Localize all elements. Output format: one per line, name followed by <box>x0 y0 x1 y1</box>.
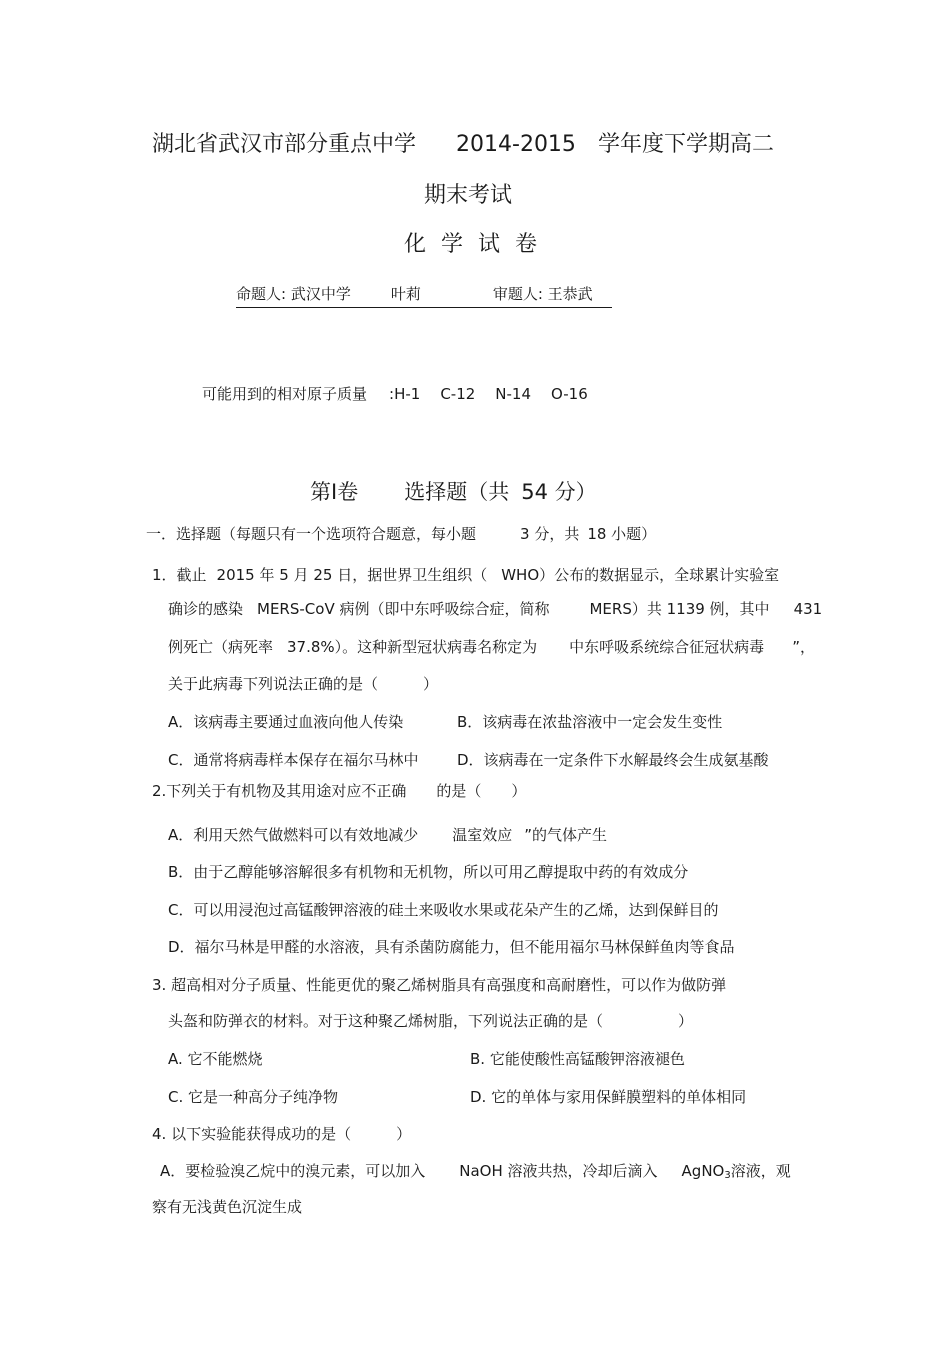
q4-stem: 4. 以下实验能获得成功的是（ ） <box>152 1125 412 1143</box>
atomic-mass-c: C-12 <box>440 385 476 403</box>
atomic-masses <box>202 384 588 404</box>
instructions-count: 18 小题） <box>587 525 657 543</box>
q1-option-b: B．该病毒在浓盐溶液中一定会发生变性 <box>457 713 723 731</box>
q3-option-a: A. 它不能燃烧 <box>168 1050 263 1068</box>
q1-line2 <box>168 599 822 619</box>
section-heading <box>310 478 597 506</box>
exam-title-line1 <box>152 130 774 160</box>
q1-line4: 关于此病毒下列说法正确的是（ ） <box>168 675 439 693</box>
q4-option-a-part4: 溶液，观 <box>730 1162 791 1180</box>
q1-option-c: C．通常将病毒样本保存在福尔马林中 <box>168 751 419 769</box>
q1-option-a: A．该病毒主要通过血液向他人传染 <box>168 713 404 731</box>
title-part2: 学年度下学期高二 <box>597 132 774 157</box>
section-name: 选择题（共 <box>404 480 510 504</box>
q4-option-a-part3: AgNO <box>681 1162 725 1180</box>
title-year: 2014-2015 <box>456 132 576 157</box>
atomic-mass-o: O-16 <box>551 385 588 403</box>
q3-line2: 头盔和防弹衣的材料。对于这种聚乙烯树脂，下列说法正确的是（ ） <box>168 1012 694 1030</box>
q1-line1 <box>152 565 779 585</box>
atomic-mass-n: N-14 <box>495 385 532 403</box>
q1-l1a: 1．截止 <box>152 566 207 584</box>
q2-option-a-part1: A．利用天然气做燃料可以有效地减少 <box>168 826 419 844</box>
q1-line3 <box>168 637 815 657</box>
exam-credits <box>236 284 612 308</box>
q4-option-a-part2: NaOH 溶液共热，冷却后滴入 <box>459 1162 658 1180</box>
q4-option-a-part1: A．要检验溴乙烷中的溴元素，可以加入 <box>160 1162 426 1180</box>
section-part: 第Ⅰ卷 <box>310 480 359 504</box>
q2-stem-a: 2.下列关于有机物及其用途对应不正确 <box>152 782 407 800</box>
setter-name: 叶莉 <box>390 285 421 303</box>
q1-l3a: 例死亡（病死率 <box>168 638 274 656</box>
exam-subject: 化 学 试 卷 <box>404 232 541 257</box>
q1-l2b: MERS-CoV 病例（即中东呼吸综合症，简称 <box>257 600 550 618</box>
title-part1: 湖北省武汉市部分重点中学 <box>152 132 417 157</box>
q1-l2c: MERS）共 1139 例，其中 <box>589 600 770 618</box>
section-score: 54 分） <box>521 480 597 504</box>
q4-option-a-line2: 察有无浅黄色沉淀生成 <box>152 1198 303 1216</box>
q2-option-a-part3: ”的气体产生 <box>524 826 608 844</box>
q1-option-d: D．该病毒在一定条件下水解最终会生成氨基酸 <box>457 751 769 769</box>
q2-option-b: B．由于乙醇能够溶解很多有机物和无机物，所以可用乙醇提取中药的有效成分 <box>168 863 689 881</box>
q2-option-c: C．可以用浸泡过高锰酸钾溶液的硅土来吸收水果或花朵产生的乙烯，达到保鲜目的 <box>168 901 719 919</box>
q4-option-a-subscript: 3 <box>724 1170 731 1181</box>
instructions-prefix: 一．选择题（每题只有一个选项符合题意，每小题 <box>146 525 477 543</box>
q2-option-a <box>168 825 607 845</box>
q1-l2d: 431 <box>793 600 823 618</box>
q2-option-a-part2: 温室效应 <box>452 826 513 844</box>
exam-title-line2: 期末考试 <box>424 183 513 208</box>
instructions-points: 3 分，共 <box>520 525 580 543</box>
atomic-mass-h: :H-1 <box>389 385 421 403</box>
q2-stem <box>152 781 526 801</box>
q1-l3b: 37.8%）。这种新型冠状病毒名称定为 <box>287 638 538 656</box>
reviewer: 审题人: 王恭武 <box>492 285 593 303</box>
q1-l3c: 中东呼吸系统综合征冠状病毒 <box>569 638 765 656</box>
q2-stem-b: 的是（ ） <box>436 782 527 800</box>
q4-option-a <box>160 1161 791 1186</box>
q2-option-d: D．福尔马林是甲醛的水溶液，具有杀菌防腐能力，但不能用福尔马林保鲜鱼肉等食品 <box>168 938 735 956</box>
q1-l3d: ”， <box>792 638 815 656</box>
setter-label: 命题人: 武汉中学 <box>236 285 351 303</box>
q3-option-d: D. 它的单体与家用保鲜膜塑料的单体相同 <box>470 1088 747 1106</box>
instructions <box>146 524 656 544</box>
q1-l2a: 确诊的感染 <box>168 600 244 618</box>
q3-option-c: C. 它是一种高分子纯净物 <box>168 1088 339 1106</box>
q3-line1: 3. 超高相对分子质量、性能更优的聚乙烯树脂具有高强度和高耐磨性，可以作为做防弹 <box>152 976 727 994</box>
q1-l1b: 2015 年 5 月 25 日，据世界卫生组织（ <box>216 566 488 584</box>
q3-option-b: B. 它能使酸性高锰酸钾溶液褪色 <box>470 1050 685 1068</box>
atomic-masses-label: 可能用到的相对原子质量 <box>202 385 368 403</box>
q1-l1c: WHO）公布的数据显示，全球累计实验室 <box>501 566 780 584</box>
